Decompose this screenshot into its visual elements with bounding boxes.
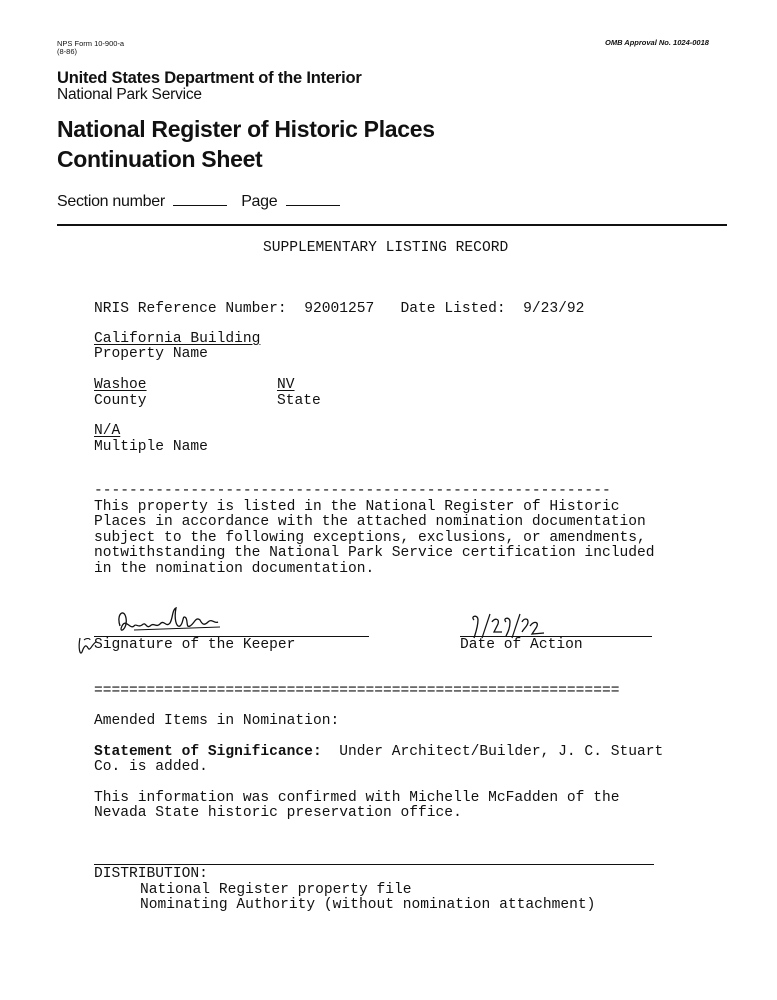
amended-items-heading: Amended Items in Nomination: [94, 713, 340, 729]
county-label: County [94, 393, 147, 409]
agency-name: National Park Service [57, 86, 202, 103]
keeper-label: Signature of the Keeper [94, 637, 296, 653]
statement-line: Places in accordance with the attached nomination documentation [94, 514, 646, 531]
statement-line: notwithstanding the National Park Service certification included [94, 545, 655, 562]
distribution-divider [94, 864, 654, 865]
confirmation-note [94, 791, 619, 822]
amended-item-text-1: Under Architect/Builder, J. C. Stuart [339, 744, 664, 760]
header-divider [57, 224, 727, 226]
equals-rule: ============================================================ [94, 683, 620, 699]
distribution-item: Nominating Authority (without nomination attachment) [140, 897, 596, 914]
date-listed-value: 9/23/92 [523, 301, 585, 317]
section-number-label: Section number [57, 193, 165, 210]
confirmation-line-1: This information was confirmed with Michelle McFadden of the [94, 790, 620, 806]
confirmation-line-2: Nevada State historic preservation office. [94, 805, 462, 822]
property-name-label: Property Name [94, 346, 208, 362]
section-number-blank [173, 204, 227, 206]
omb-approval-number: OMB Approval No. 1024-0018 [605, 38, 709, 47]
amended-item-label: Statement of Significance: [94, 744, 322, 760]
statement-line: This property is listed in the National Register of Historic [94, 499, 620, 515]
section-page-line [57, 193, 340, 211]
form-number: NPS Form 10-900-a (8-86) [57, 39, 125, 56]
state-value: NV [277, 377, 295, 393]
page-number-blank [286, 204, 340, 206]
statement-line: in the nomination documentation. [94, 560, 375, 577]
nris-value: 92001257 [304, 301, 375, 317]
multiple-name-label: Multiple Name [94, 439, 208, 455]
nris-line [94, 302, 584, 317]
distribution-label: DISTRIBUTION: [94, 866, 208, 882]
record-heading: SUPPLEMENTARY LISTING RECORD [263, 240, 509, 256]
department-name: United States Department of the Interior [57, 69, 362, 87]
distribution-list [140, 883, 595, 914]
date-listed-label: Date Listed: [400, 301, 506, 317]
dash-rule: ----------------------------------------------------------- [94, 483, 611, 499]
county-value: Washoe [94, 377, 147, 393]
nris-label: NRIS Reference Number: [94, 301, 287, 317]
title-line-2: Continuation Sheet [57, 146, 263, 172]
action-date-label: Date of Action [460, 637, 583, 653]
distribution-item: National Register property file [140, 882, 412, 898]
amended-item [94, 745, 663, 776]
multiple-name-value: N/A [94, 423, 121, 439]
state-label: State [277, 393, 321, 409]
amended-item-text-2: Co. is added. [94, 759, 208, 776]
title-line-1: National Register of Historic Places [57, 116, 435, 142]
listing-statement [94, 500, 655, 577]
page-label: Page [241, 193, 278, 210]
form-date: (8-86) [57, 47, 78, 56]
page-title [57, 114, 435, 174]
statement-line: subject to the following exceptions, exclusions, or amendments, [94, 529, 646, 546]
property-name-value: California Building [94, 331, 261, 347]
